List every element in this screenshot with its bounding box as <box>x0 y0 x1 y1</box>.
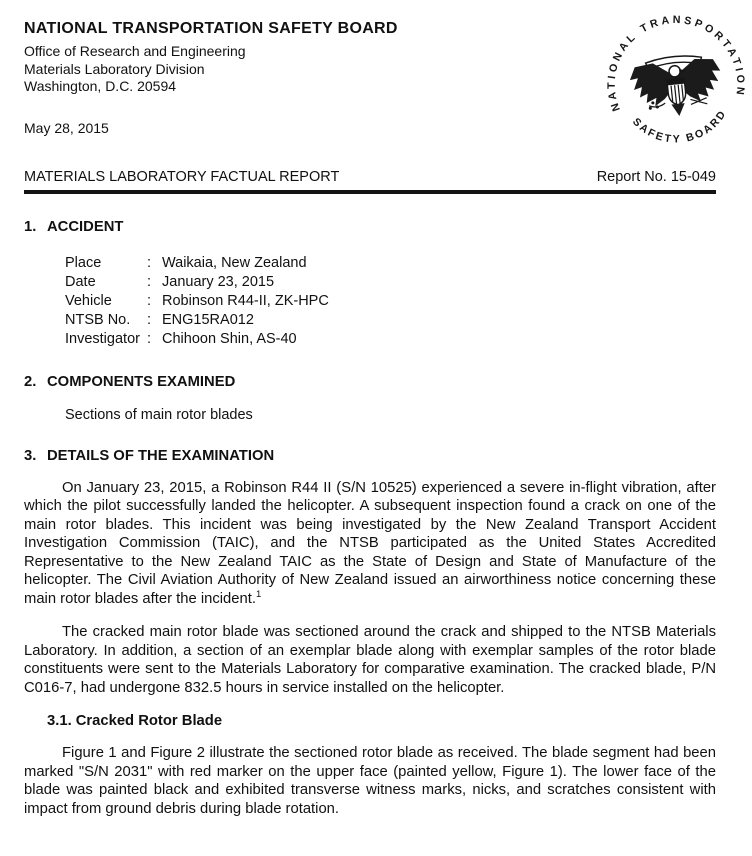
report-title-bar <box>24 169 716 194</box>
detail-row-date <box>65 273 716 292</box>
seal-top-text: NATIONAL TRANSPORTATION <box>605 13 747 113</box>
office-line: Office of Research and Engineering <box>24 43 246 59</box>
detail-value: Waikaia, New Zealand <box>162 254 307 271</box>
examination-paragraph-2: The cracked main rotor blade was sectioned around the crack and shipped to the NTSB Materials Laboratory. In addition, a section of an exemplar blade along with exemplar samples of the rotor blade constituents were sent to the Materials Laboratory for comparative examination. The cracked blade, P/N C016-7, had undergone 832.5 hours in service installed on the helicopter. <box>24 624 716 696</box>
detail-colon: : <box>147 330 152 347</box>
detail-label: Place <box>65 254 102 271</box>
address-line: Washington, D.C. 20594 <box>24 78 177 94</box>
section-1-heading <box>24 219 716 235</box>
detail-value: Chihoon Shin, AS-40 <box>162 330 297 347</box>
detail-value: January 23, 2015 <box>162 273 275 290</box>
section-2-number: 2. <box>24 373 37 390</box>
seal-bottom-text: SAFETY BOARD <box>630 107 730 146</box>
detail-label: NTSB No. <box>65 311 131 328</box>
detail-row-investigator <box>65 330 716 349</box>
ntsb-seal <box>595 3 752 166</box>
section-3-1-number: 3.1. <box>47 713 72 729</box>
detail-colon: : <box>147 292 152 309</box>
detail-label: Vehicle <box>65 292 112 309</box>
report-date: May 28, 2015 <box>24 119 109 136</box>
examination-paragraph-1 <box>24 479 716 609</box>
detail-label: Investigator <box>65 330 140 347</box>
eagle-icon <box>628 52 725 121</box>
section-3-heading <box>24 448 716 464</box>
detail-row-place <box>65 254 716 273</box>
detail-label: Date <box>65 273 96 290</box>
section-2-heading <box>24 374 716 390</box>
report-title: MATERIALS LABORATORY FACTUAL REPORT <box>24 168 340 185</box>
section-1-title: ACCIDENT <box>47 218 124 235</box>
detail-value: Robinson R44-II, ZK-HPC <box>162 292 329 309</box>
detail-row-ntsb-no <box>65 311 716 330</box>
section-3-title: DETAILS OF THE EXAMINATION <box>47 447 275 464</box>
detail-colon: : <box>147 311 152 328</box>
accident-details <box>65 254 716 349</box>
section-3-1-title: Cracked Rotor Blade <box>75 713 223 729</box>
seal-bottom-text-curve <box>629 106 732 150</box>
ntsb-seal-icon <box>595 3 752 166</box>
footnote-marker: 1 <box>255 588 262 600</box>
paragraph-text: On January 23, 2015, a Robinson R44 II (S/N 10525) experienced a severe in-flight vibration, after which the pilot successfully landed the helicopter. A subsequent inspection found a crack on one of the main rotor blades. This incident was being investigated by the New Zealand Transport Accident Investigation Commission (TAIC), and the NTSB participated as the United States Accredited Representative to the New Zealand TAIC as the State of Design and State of Manufacture of the helicopter. The Civil Aviation Authority of New Zealand issued an airworthiness notice concerning these main rotor blades after the incident. <box>24 479 716 607</box>
detail-colon: : <box>147 273 152 290</box>
detail-row-vehicle <box>65 292 716 311</box>
section-2-title: COMPONENTS EXAMINED <box>47 373 236 390</box>
detail-colon: : <box>147 254 152 271</box>
org-name: NATIONAL TRANSPORTATION SAFETY BOARD <box>24 20 398 37</box>
section-3-number: 3. <box>24 447 37 464</box>
detail-value: ENG15RA012 <box>162 311 254 328</box>
cracked-blade-paragraph: Figure 1 and Figure 2 illustrate the sectioned rotor blade as received. The blade segment had been marked "S/N 2031" with red marker on the upper face (painted yellow, Figure 1). The lower face of the blade was painted black and exhibited transverse witness marks, nicks, and scratches consistent with impact from ground debris during blade rotation. <box>24 745 716 817</box>
section-3-1-heading <box>47 713 716 729</box>
section-1-number: 1. <box>24 218 37 235</box>
division-line: Materials Laboratory Division <box>24 60 205 77</box>
report-number: Report No. 15-049 <box>596 168 716 185</box>
components-examined-text: Sections of main rotor blades <box>65 406 253 423</box>
